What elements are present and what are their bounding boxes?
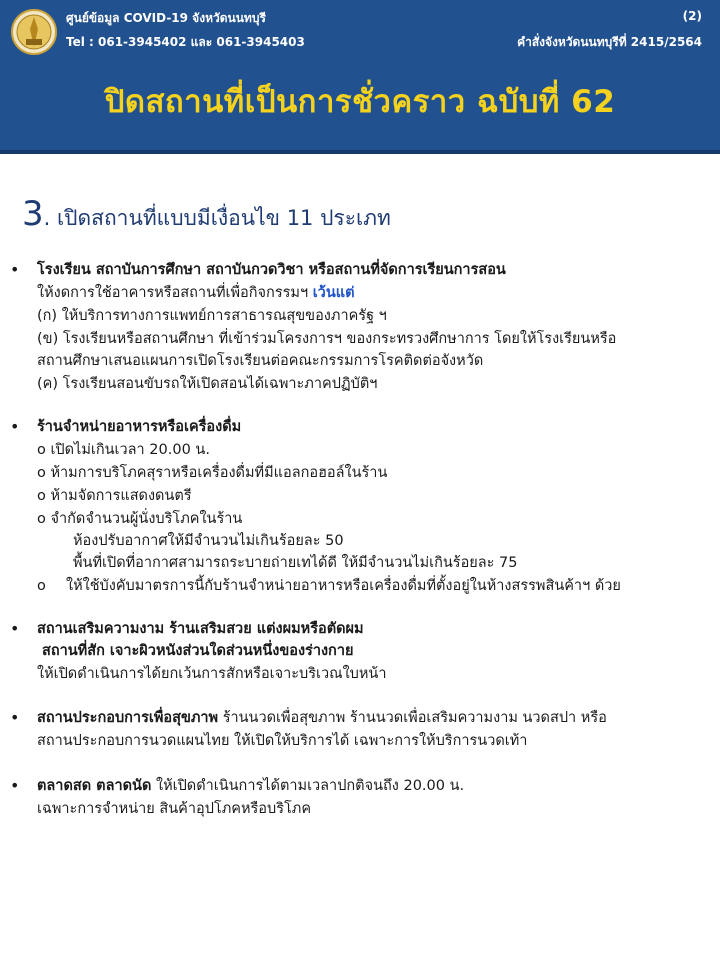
schools-item-c: (ค) โรงเรียนสอนขับรถให้เปิดสอนได้เฉพาะภาคปฏิบัติฯ (37, 376, 378, 392)
health-heading: สถานประกอบการเพื่อสุขภาพ (37, 710, 219, 726)
market-line-2: เฉพาะการจำหน่าย สินค้าอุปโภคหรือบริโภค (37, 801, 312, 817)
food-item-4: o จำกัดจำนวนผู้นั่งบริโภคในร้าน (37, 511, 243, 527)
beauty-line: ให้เปิดดำเนินการได้ยกเว้นการสักหรือเจาะบริเวณใบหน้า (37, 666, 387, 682)
schools-heading: โรงเรียน สถาบันการศึกษา สถาบันกวดวิชา หรือสถานที่จัดการเรียนการสอน (37, 262, 506, 278)
bullet-marker: • (10, 708, 20, 727)
food-item-5: ให้ใช้บังคับมาตรการนี้กับร้านจำหน่ายอาหารหรือเครื่องดื่มที่ตั้งอยู่ในห้างสรรพสินค้าฯ ด้วย (66, 578, 621, 594)
page-title: ปิดสถานที่เป็นการชั่วคราว ฉบับที่ 62 (104, 84, 616, 120)
section-title-text: . เปิดสถานที่แบบมีเงื่อนไข 11 ประเภท (43, 206, 391, 230)
food-item-3: o ห้ามจัดการแสดงดนตรี (37, 488, 192, 504)
market-line-1: ตลาดสด ตลาดนัด ให้เปิดดำเนินการได้ตามเวลาปกติจนถึง 20.00 น. (37, 778, 465, 794)
market-heading: ตลาดสด ตลาดนัด (37, 778, 152, 794)
schools-item-a: (ก) ให้บริการทางการแพทย์การสาธารณสุขของภาครัฐ ฯ (37, 308, 387, 324)
section-title (22, 194, 391, 235)
provincial-seal-icon (11, 9, 57, 55)
beauty-heading-1: สถานเสริมความงาม ร้านเสริมสวย แต่งผมหรือตัดผม (37, 621, 364, 637)
schools-item-b-line-2: สถานศึกษาเสนอแผนการเปิดโรงเรียนต่อคณะกรรมการโรคติดต่อจังหวัด (37, 353, 484, 369)
food-item-5-marker: o (37, 578, 46, 594)
bullet-marker: • (10, 417, 20, 436)
organization-name: ศูนย์ข้อมูล COVID-19 จังหวัดนนทบุรี (66, 11, 266, 25)
telephone-line: Tel : 061-3945402 และ 061-3945403 (66, 35, 305, 49)
section-number: 3 (22, 194, 44, 234)
food-item-2: o ห้ามการบริโภคสุราหรือเครื่องดื่มที่มีแอลกอฮอล์ในร้าน (37, 465, 388, 481)
schools-item-b-line-1: (ข) โรงเรียนหรือสถานศึกษา ที่เข้าร่วมโครงการฯ ของกระทรวงศึกษาการ โดยให้โรงเรียนหรือ (37, 331, 617, 347)
health-line-1: สถานประกอบการเพื่อสุขภาพ ร้านนวดเพื่อสุขภาพ ร้านนวดเพื่อเสริมความงาม นวดสปา หรือ (37, 710, 607, 726)
order-number: คำสั่งจังหวัดนนทบุรีที่ 2415/2564 (517, 35, 702, 49)
page-number: (2) (682, 9, 702, 23)
schools-line-1: ให้งดการใช้อาคารหรือสถานที่เพื่อกิจกรรมฯ เว้นแต่ (37, 285, 355, 301)
bullet-marker: • (10, 619, 20, 638)
bullet-marker: • (10, 776, 20, 795)
bullet-marker: • (10, 260, 20, 279)
health-line-2: สถานประกอบการนวดแผนไทย ให้เปิดให้บริการได้ เฉพาะการให้บริการนวดเท้า (37, 733, 528, 749)
food-sub-item-1: ห้องปรับอากาศให้มีจำนวนไม่เกินร้อยละ 50 (73, 533, 344, 549)
header-banner (0, 0, 720, 154)
food-heading: ร้านจำหน่ายอาหารหรือเครื่องดื่ม (37, 419, 242, 435)
food-item-1: o เปิดไม่เกินเวลา 20.00 น. (37, 442, 210, 458)
header-divider (0, 150, 720, 154)
exception-highlight: เว้นแต่ (312, 285, 355, 301)
food-sub-item-2: พื้นที่เปิดที่อากาศสามารถระบายถ่ายเทได้ดี ให้มีจำนวนไม่เกินร้อยละ 75 (73, 555, 518, 571)
beauty-heading-2: สถานที่สัก เจาะผิวหนังส่วนใดส่วนหนึ่งของร่างกาย (42, 643, 354, 659)
